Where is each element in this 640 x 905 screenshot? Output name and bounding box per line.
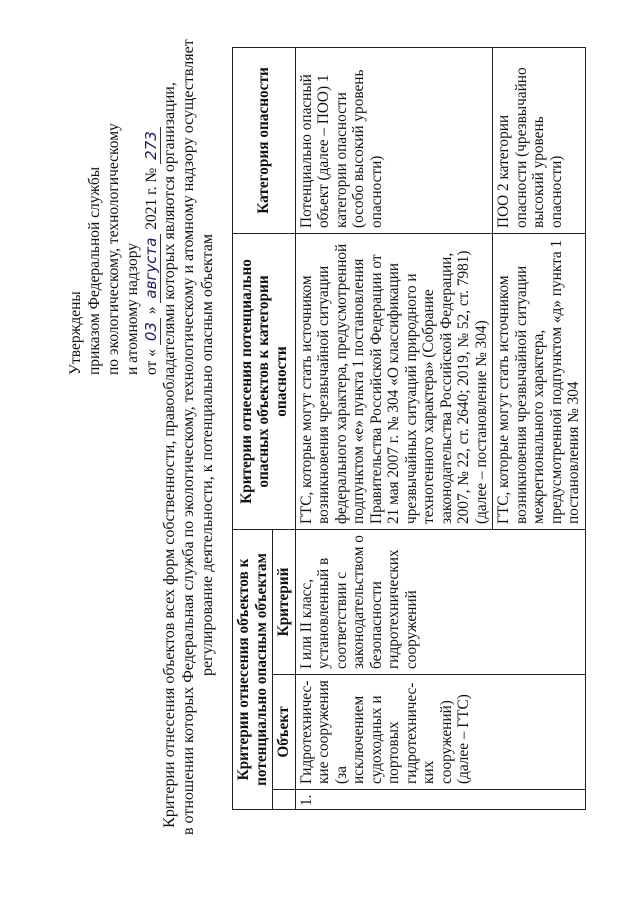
approval-line: и атомному надзору [124, 243, 141, 375]
approval-line: Утверждены [67, 291, 84, 375]
header-object: Объект [273, 675, 296, 790]
row-object: Гидротехничес-кие сооружения (за исключением судоходных и портовых гидротехничес-ких сооружений) (далее – ГТС) [295, 675, 585, 790]
document-heading [160, 39, 217, 835]
header-group-mid: Критерии отнесения потенциально опасных объектов к категории опасности [233, 233, 296, 529]
row-potential-criteria: ГТС, которые могут стать источником возникновения чрезвычайной ситуации межрегионального характера, предусмотренной подпунктом «д» пункта 1 постановления № 304 [493, 233, 586, 529]
date-mid: » [143, 306, 160, 315]
approval-block [66, 123, 161, 375]
handwritten-month: августа [142, 234, 161, 303]
approval-date-line [142, 123, 161, 375]
heading-line: Критерии отнесения объектов всех форм собственности, правообладателями которых являются организации, [161, 82, 178, 828]
year-text: 2021 г. № [143, 167, 160, 230]
approval-line: приказом Федеральной службы [86, 166, 103, 375]
handwritten-day: 03 [142, 318, 161, 345]
criteria-table [232, 47, 586, 810]
row-potential-criteria: ГТС, которые могут стать источником возникновения чрезвычайной ситуации федерального характера, предусмотренной подпунктом «е» пункта 1 постановления Правительства Российской Федерации от 21 мая 2007 г. № 304 «О классификации чрезвычайных ситуаций природного и техногенного характера» (Собрание законодательства Российской Федерации, 2007, № 22, ст. 2640; 2019, № 52, ст. 7981) (далее – постановление № 304) [295, 233, 493, 529]
approval-line: по экологическому, технологическому [105, 123, 122, 375]
heading-line: в отношении которых Федеральная служба по экологическому, технологическому и атомному надзору осуществляет [180, 39, 197, 835]
heading-line: регулирование деятельности, к потенциально опасным объектам [199, 233, 216, 677]
table-row [295, 47, 493, 809]
row-number: 1. [295, 790, 585, 810]
header-num [273, 790, 296, 810]
handwritten-number: 273 [142, 127, 161, 164]
row-category: Потенциально опасный объект (далее – ПОО) 1 категории опасности (особо высокий уровень опасности) [295, 47, 493, 233]
header-group-left: Критерии отнесения объектов к потенциально опасным объектам [233, 529, 273, 809]
date-prefix: от « [143, 349, 160, 375]
header-criterion: Критерий [273, 529, 296, 674]
row-category: ПОО 2 категории опасности (чрезвычайно высокий уровень опасности) [493, 47, 586, 233]
row-criterion: I или II класс, установленный в соответствии с законодательством о безопасности гидротехнических сооружений [295, 529, 585, 674]
header-group-right: Категория опасности [233, 47, 296, 233]
table-header-row [233, 47, 273, 809]
